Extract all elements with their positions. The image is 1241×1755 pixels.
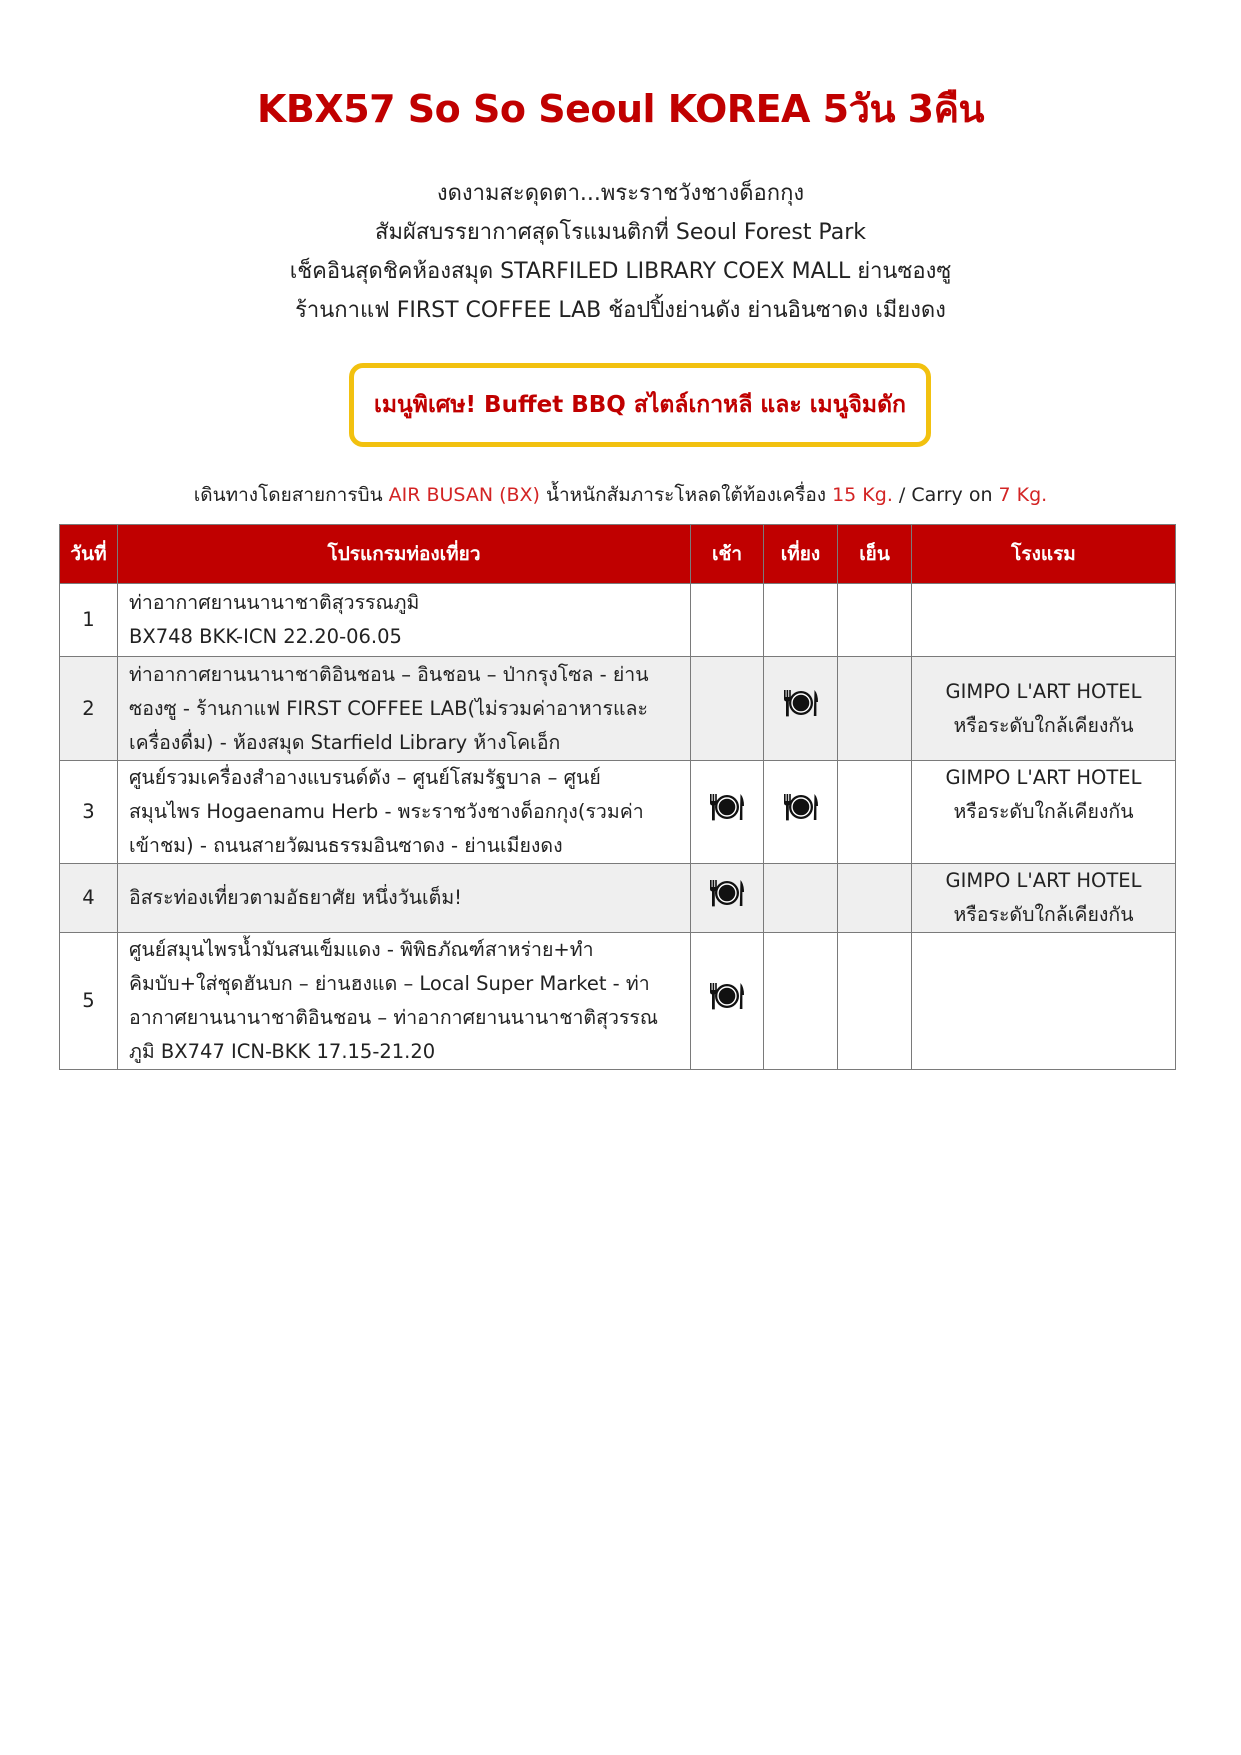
hotel-note: หรือระดับใกล้เคียงกัน [953, 713, 1134, 737]
day-number: 3 [60, 761, 118, 864]
header-dinner: เย็น [838, 525, 912, 584]
program-cell [118, 584, 691, 657]
dinner-cell [838, 933, 912, 1070]
airline-name: AIR BUSAN (BX) [388, 484, 540, 506]
program-line: BX748 BKK-ICN 22.20-06.05 [129, 625, 402, 648]
lunch-cell [764, 584, 838, 657]
lunch-cell [764, 761, 838, 864]
program-line: ศูนย์สมุนไพรน้ำมันสนเข็มแดง - พิพิธภัณฑ์สาหร่าย+ทำ [129, 938, 594, 961]
highlight-line: งดงามสะดุดตา...พระราชวังชางด็อกกุง [436, 181, 805, 206]
hotel-cell [912, 933, 1176, 1070]
day-number: 4 [60, 864, 118, 933]
highlight-line: สัมผัสบรรยากาศสุดโรแมนติกที่ Seoul Forest Park [375, 220, 866, 245]
breakfast-cell [691, 761, 764, 864]
header-day: วันที่ [60, 525, 118, 584]
itinerary-table [59, 524, 1176, 1070]
hotel-note: หรือระดับใกล้เคียงกัน [953, 800, 1134, 823]
hotel-cell [912, 584, 1176, 657]
hotel-name: GIMPO L'ART HOTEL [945, 679, 1142, 703]
header-lunch: เที่ยง [764, 525, 838, 584]
checked-baggage: 15 Kg. [832, 484, 893, 506]
dinner-cell [838, 864, 912, 933]
table-row [60, 584, 1176, 657]
highlight-line: ร้านกาแฟ FIRST COFFEE LAB ช้อปปิ้งย่านดัง ย่านอินซาดง เมียงดง [295, 298, 946, 323]
breakfast-cell [691, 933, 764, 1070]
lunch-cell [764, 933, 838, 1070]
highlight-line: เช็คอินสุดชิคห้องสมุด STARFILED LIBRARY COEX MALL ย่านซองซู [289, 259, 952, 284]
breakfast-cell [691, 657, 764, 761]
program-cell [118, 657, 691, 761]
program-line: ภูมิ BX747 ICN-BKK 17.15-21.20 [129, 1040, 436, 1063]
carry-on-baggage: 7 Kg. [998, 484, 1048, 506]
breakfast-cell [691, 584, 764, 657]
hotel-cell [912, 761, 1176, 864]
table-row [60, 933, 1176, 1070]
program-cell [118, 933, 691, 1070]
breakfast-cell [691, 864, 764, 933]
dinner-cell [838, 584, 912, 657]
dinner-cell [838, 657, 912, 761]
plate-fork-knife-icon [781, 687, 821, 730]
hotel-note: หรือระดับใกล้เคียงกัน [953, 903, 1134, 926]
program-line: อิสระท่องเที่ยวตามอัธยาศัย หนึ่งวันเต็ม! [129, 886, 462, 909]
hotel-name: GIMPO L'ART HOTEL [945, 869, 1142, 892]
program-line: เข้าชม) - ถนนสายวัฒนธรรมอินซาดง - ย่านเมียงดง [129, 834, 563, 857]
page-title: KBX57 So So Seoul KOREA 5วัน 3คืน [256, 87, 984, 131]
table-row [60, 864, 1176, 933]
plate-fork-knife-icon [707, 980, 747, 1023]
lunch-cell [764, 657, 838, 761]
day-number: 1 [60, 584, 118, 657]
baggage-label: น้ำหนักสัมภาระโหลดใต้ท้องเครื่อง [539, 484, 833, 506]
program-line: สมุนไพร Hogaenamu Herb - พระราชวังชางด็อกกุง(รวมค่า [129, 800, 644, 823]
hotel-name: GIMPO L'ART HOTEL [945, 766, 1142, 789]
dinner-cell [838, 761, 912, 864]
lunch-cell [764, 864, 838, 933]
program-line: ท่าอากาศยานนานาชาติอินชอน – อินชอน – ป่ากรุงโซล - ย่าน [129, 662, 649, 686]
program-line: คิมบับ+ใส่ชุดฮันบก – ย่านฮงแด – Local Super Market - ท่า [129, 972, 650, 995]
airline-info [0, 480, 1241, 510]
hotel-cell [912, 657, 1176, 761]
table-row [60, 761, 1176, 864]
table-row [60, 657, 1176, 761]
program-line: อากาศยานนานาชาติอินชอน – ท่าอากาศยานนานาชาติสุวรรณ [129, 1006, 658, 1029]
special-menu-box [349, 363, 931, 447]
special-menu-text: เมนูพิเศษ! Buffet BBQ สไตล์เกาหลี และ เมนูจิมดัก [374, 392, 906, 418]
program-line: เครื่องดื่ม) - ห้องสมุด Starfield Library ห้างโคเอ็ก [129, 730, 561, 754]
program-cell [118, 761, 691, 864]
plate-fork-knife-icon [707, 877, 747, 920]
program-cell [118, 864, 691, 933]
header-program: โปรแกรมท่องเที่ยว [118, 525, 691, 584]
airline-prefix: เดินทางโดยสายการบิน [193, 484, 389, 506]
table-header-row [60, 525, 1176, 584]
header-hotel: โรงแรม [912, 525, 1176, 584]
plate-fork-knife-icon [707, 791, 747, 834]
program-line: ศูนย์รวมเครื่องสำอางแบรนด์ดัง – ศูนย์โสมรัฐบาล – ศูนย์ [129, 766, 601, 789]
program-line: ท่าอากาศยานนานาชาติสุวรรณภูมิ [129, 591, 420, 614]
carry-on-label: / Carry on [892, 484, 999, 506]
tour-highlights [0, 174, 1241, 330]
plate-fork-knife-icon [781, 791, 821, 834]
day-number: 5 [60, 933, 118, 1070]
header-breakfast: เช้า [691, 525, 764, 584]
hotel-cell [912, 864, 1176, 933]
program-line: ซองซู - ร้านกาแฟ FIRST COFFEE LAB(ไม่รวมค่าอาหารและ [129, 696, 648, 720]
day-number: 2 [60, 657, 118, 761]
